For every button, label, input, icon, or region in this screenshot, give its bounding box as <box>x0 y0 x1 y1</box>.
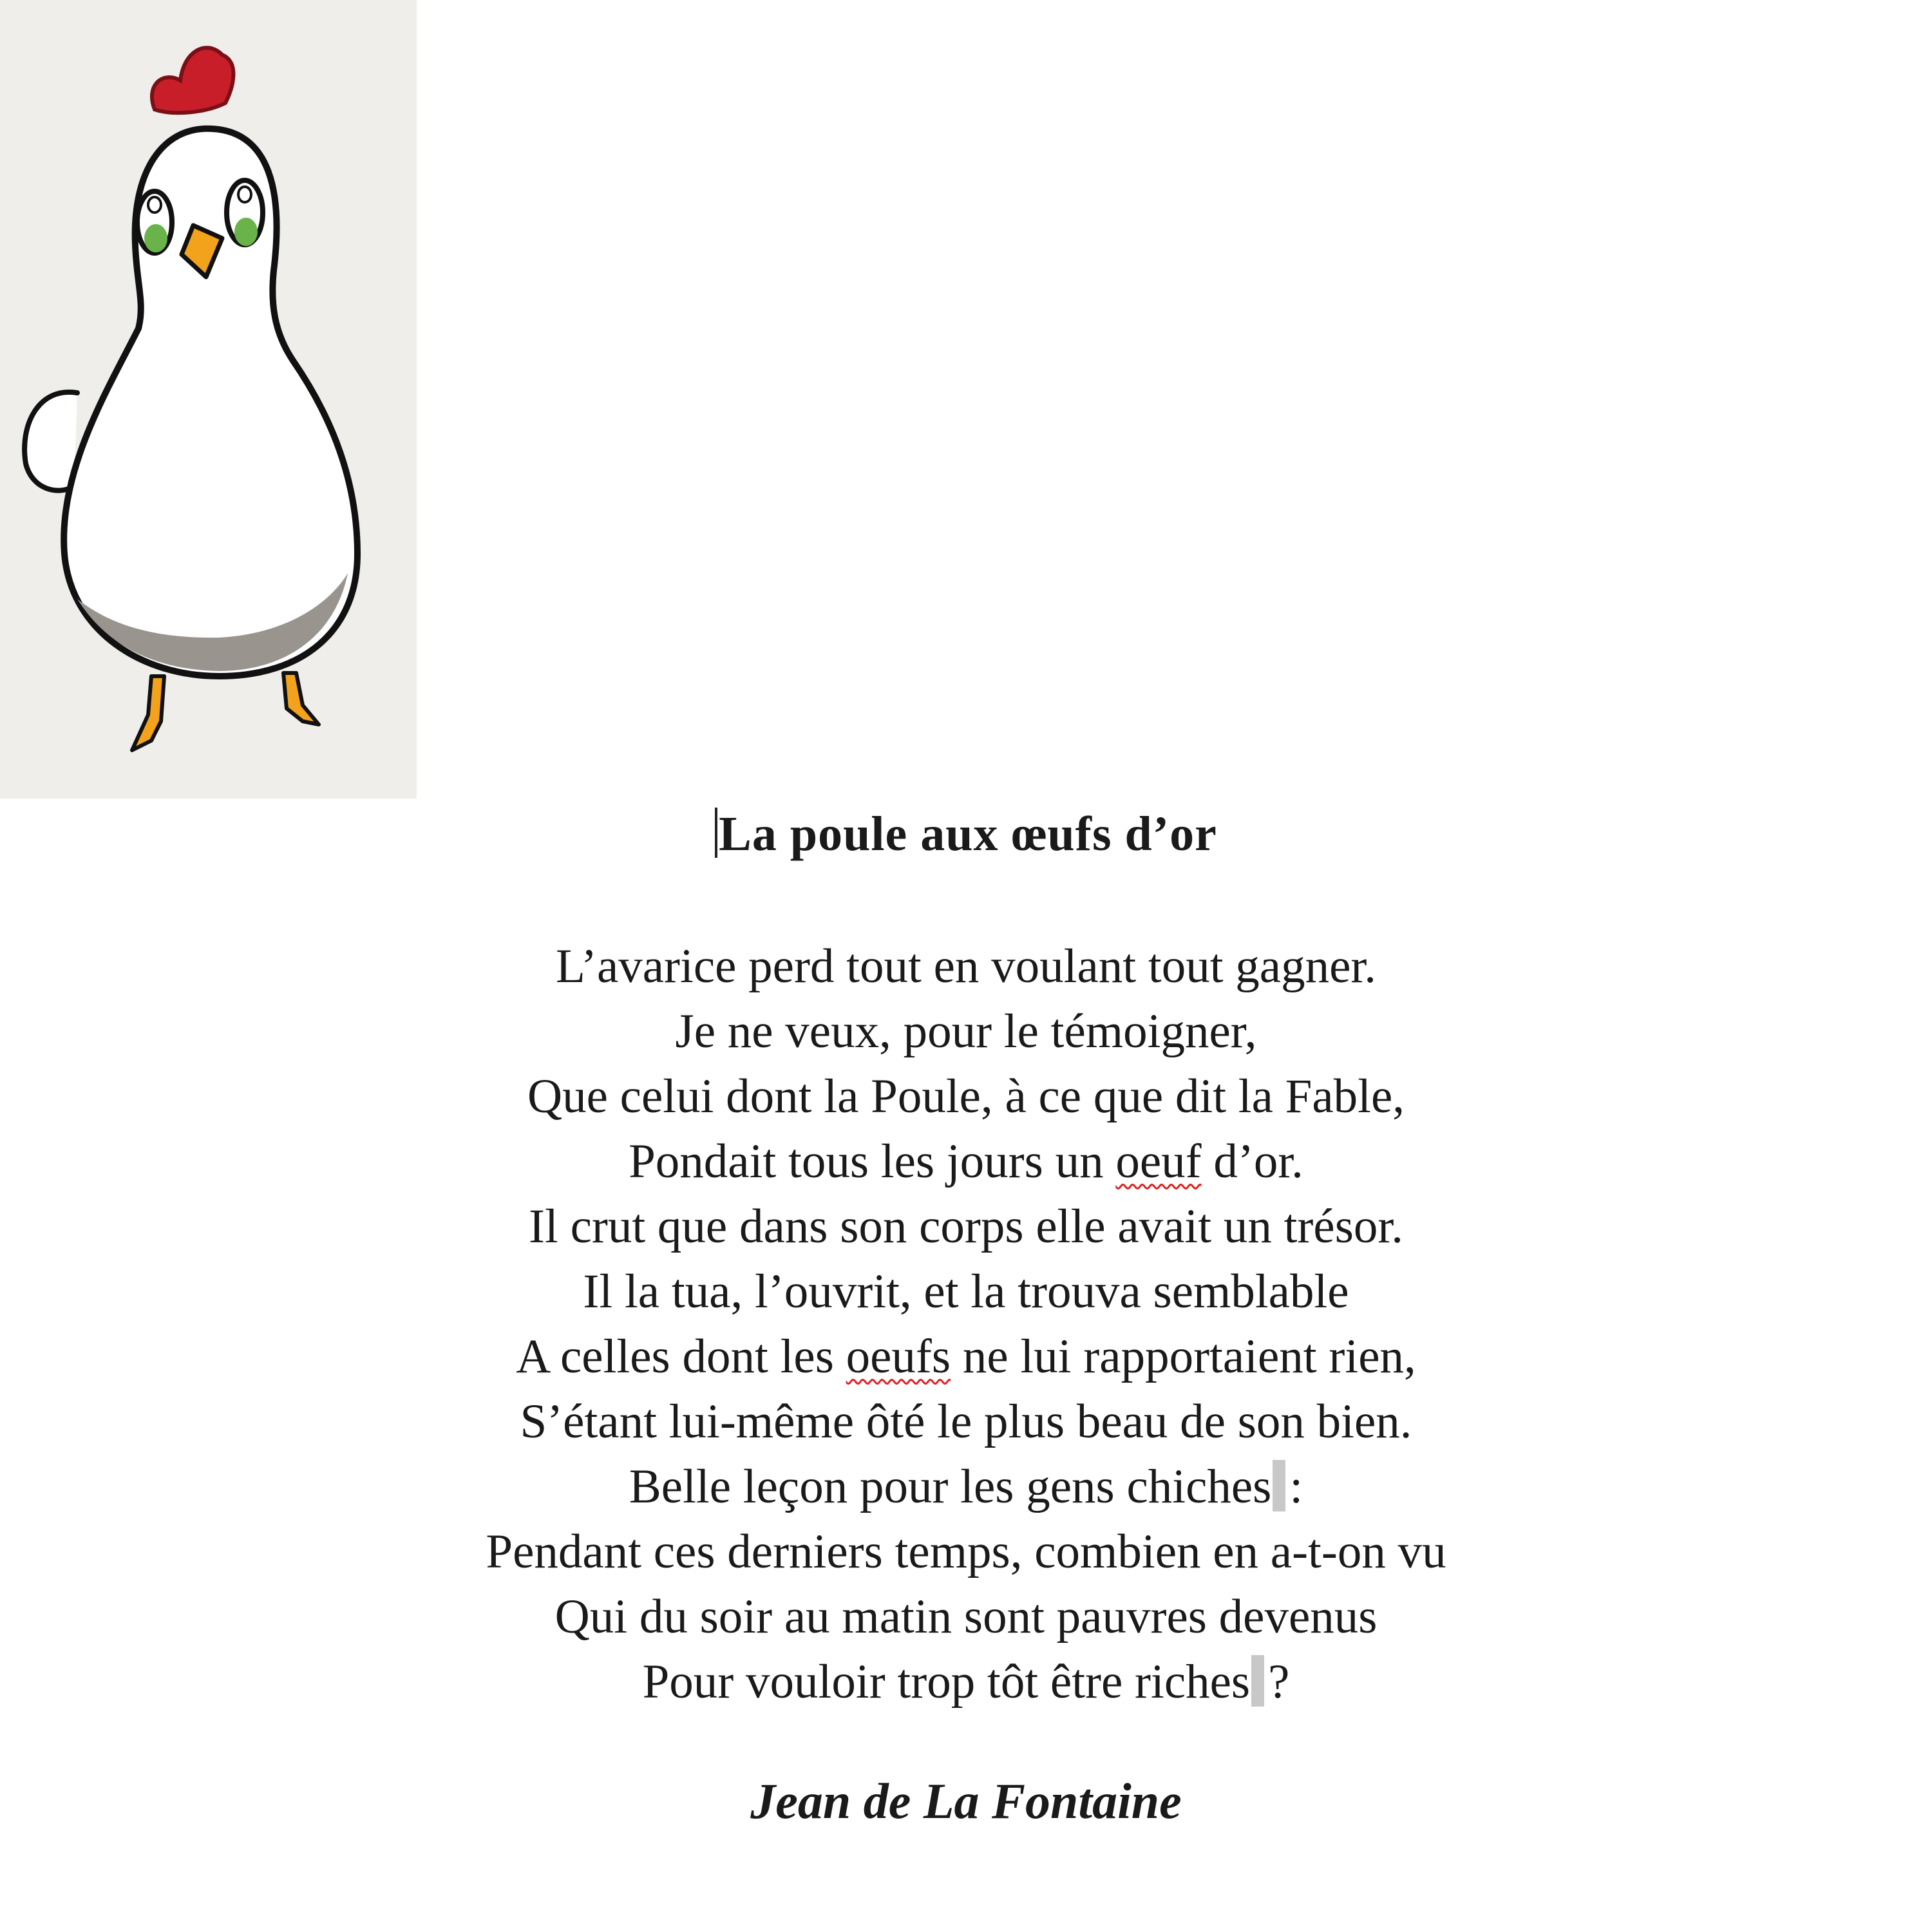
poem-line <box>0 999 1932 1064</box>
poem-block <box>0 799 1932 1837</box>
poem-line <box>0 1324 1932 1389</box>
poem-line-text: ? <box>1268 1655 1290 1709</box>
poem-line-text: ne lui rapportaient rien, <box>951 1330 1416 1383</box>
poem-title[interactable] <box>0 799 1932 869</box>
poem-line <box>0 1129 1932 1194</box>
poem-line-text: d’or. <box>1201 1135 1303 1188</box>
poem-line <box>0 1259 1932 1324</box>
poem-title-text: La poule aux œufs d’or <box>719 807 1217 861</box>
poem-line <box>0 1194 1932 1259</box>
poem-line-text: Pour vouloir trop tôt être riches <box>642 1655 1251 1709</box>
poem-text[interactable] <box>0 934 1932 1714</box>
poem-line <box>0 1584 1932 1649</box>
poem-line-text: Il la tua, l’ouvrit, et la trouva semblable <box>583 1265 1349 1318</box>
poem-line-text: S’étant lui-même ôté le plus beau de son bien. <box>520 1395 1412 1448</box>
poem-line <box>0 1389 1932 1454</box>
poem-line-text: Pendant ces derniers temps, combien en a-t-on vu <box>486 1525 1446 1578</box>
poem-line-text: L’avarice perd tout en voulant tout gagner. <box>556 940 1376 993</box>
nonbreaking-space-mark <box>1273 1460 1285 1511</box>
poem-line-text: Qui du soir au matin sont pauvres devenus <box>554 1590 1378 1643</box>
poem-line-text: Pondait tous les jours un <box>629 1135 1116 1188</box>
text-cursor <box>715 808 717 858</box>
poem-line <box>0 1519 1932 1584</box>
poem-line <box>0 934 1932 999</box>
poem-line-text: Il crut que dans son corps elle avait un trésor. <box>529 1200 1403 1253</box>
hen-drawing-icon <box>0 0 417 799</box>
misspelled-word: oeufs <box>846 1330 951 1383</box>
misspelled-word: oeuf <box>1115 1135 1202 1188</box>
poem-line-text: Belle leçon pour les gens chiches <box>629 1460 1272 1513</box>
poem-author: Jean de La Fontaine <box>750 1773 1182 1829</box>
poem-line <box>0 1649 1932 1714</box>
poem-line <box>0 1064 1932 1129</box>
poem-line-text: Que celui dont la Poule, à ce que dit la Fable, <box>527 1070 1405 1123</box>
hen-illustration <box>0 0 417 799</box>
poem-line-text: : <box>1289 1460 1303 1513</box>
poem-line-text: A celles dont les <box>516 1330 846 1383</box>
nonbreaking-space-mark <box>1251 1655 1264 1707</box>
poem-line <box>0 1454 1932 1519</box>
poem-line-text: Je ne veux, pour le témoigner, <box>675 1005 1257 1058</box>
